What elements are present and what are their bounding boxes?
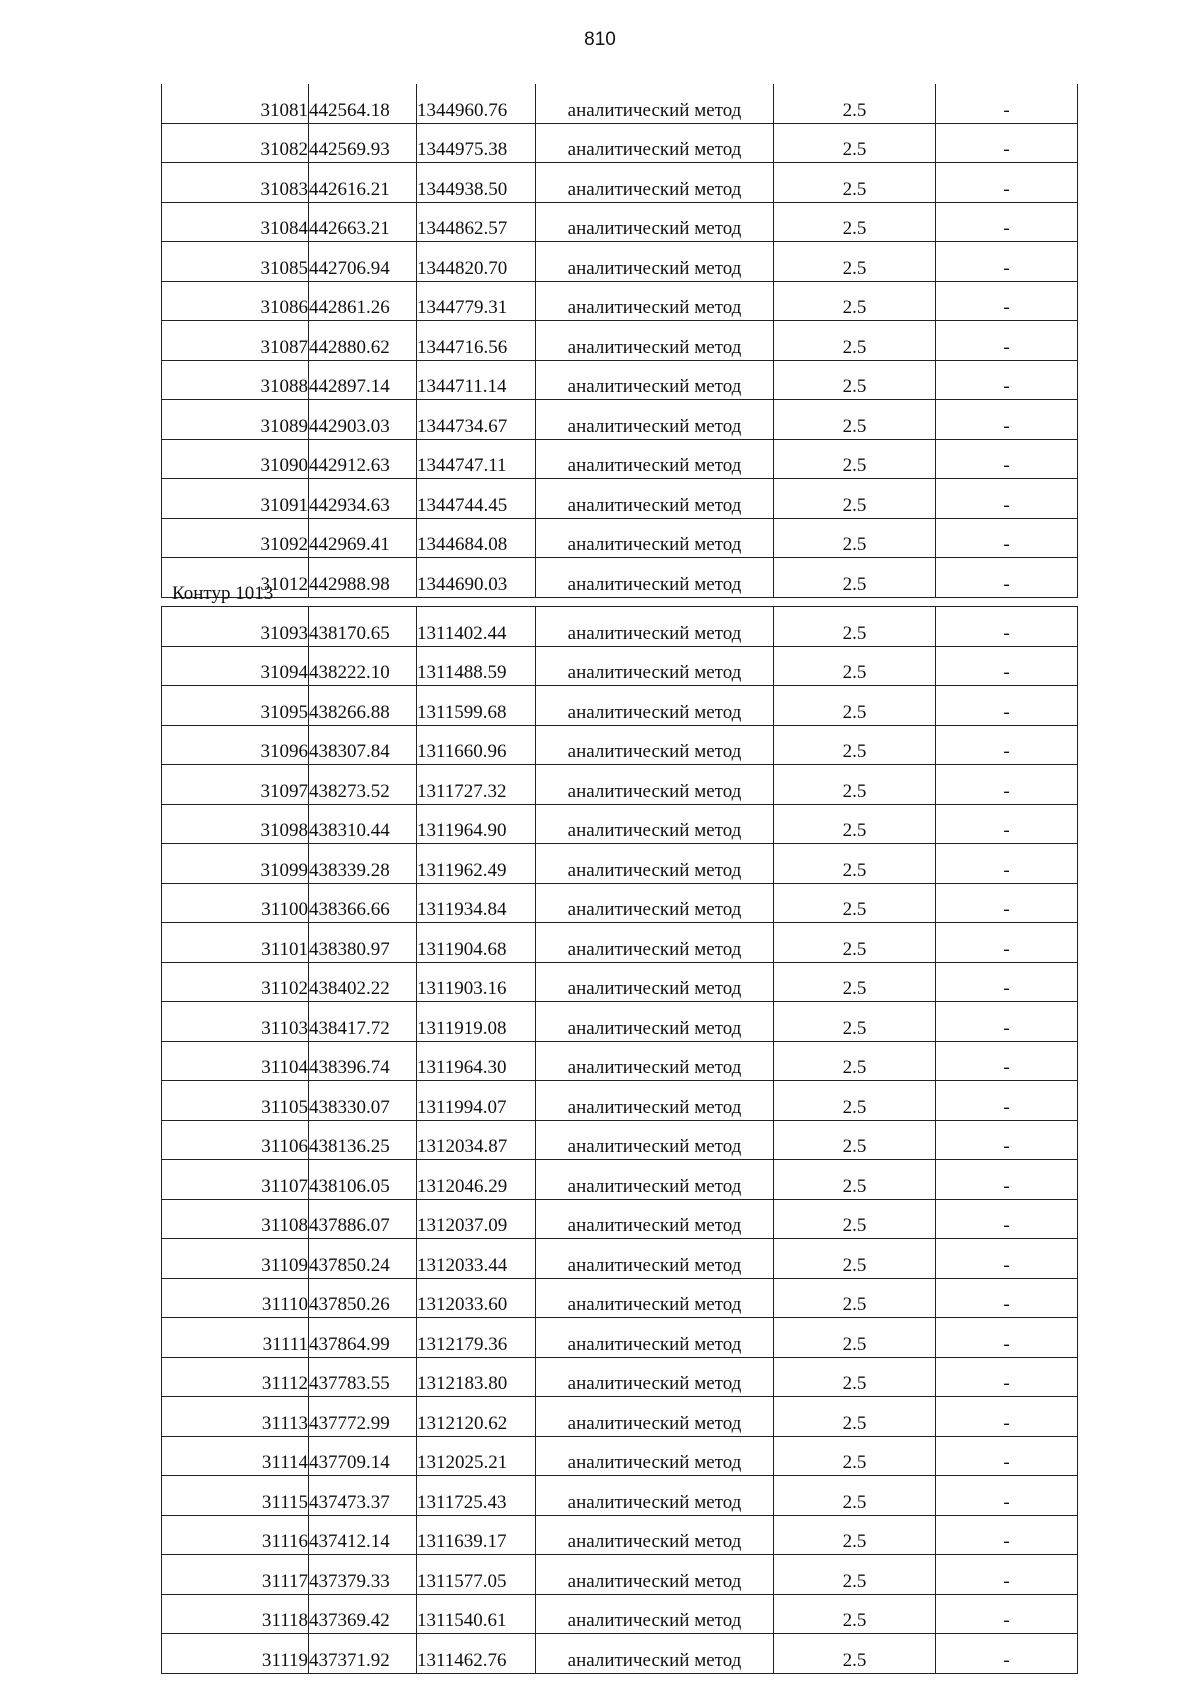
point-id-cell: 31098 <box>162 804 309 844</box>
point-id-cell: 31111 <box>162 1318 309 1358</box>
x-coordinate-cell: 438396.74 <box>309 1041 417 1081</box>
accuracy-cell: 2.5 <box>774 765 936 805</box>
accuracy-cell: 2.5 <box>774 321 936 361</box>
point-id-cell: 31090 <box>162 439 309 479</box>
point-id-cell: 31095 <box>162 686 309 726</box>
method-cell: аналитический метод <box>536 400 774 440</box>
method-cell: аналитический метод <box>536 1357 774 1397</box>
y-coordinate-cell: 1344716.56 <box>417 321 536 361</box>
accuracy-cell: 2.5 <box>774 202 936 242</box>
contour-heading: Контур 1013 <box>172 583 274 604</box>
y-coordinate-cell: 1311639.17 <box>417 1515 536 1555</box>
point-id-cell: 31094 <box>162 646 309 686</box>
method-cell: аналитический метод <box>536 1634 774 1674</box>
note-cell: - <box>936 558 1078 598</box>
point-id-cell: 31107 <box>162 1160 309 1200</box>
accuracy-cell: 2.5 <box>774 1357 936 1397</box>
point-id-cell: 31099 <box>162 844 309 884</box>
point-id-cell: 31117 <box>162 1555 309 1595</box>
accuracy-cell: 2.5 <box>774 1515 936 1555</box>
x-coordinate-cell: 437473.37 <box>309 1476 417 1516</box>
point-id-cell: 31119 <box>162 1634 309 1674</box>
y-coordinate-cell: 1311599.68 <box>417 686 536 726</box>
table-row <box>162 962 1078 1002</box>
y-coordinate-cell: 1312183.80 <box>417 1357 536 1397</box>
table-row <box>162 321 1078 361</box>
table-row <box>162 163 1078 203</box>
x-coordinate-cell: 437379.33 <box>309 1555 417 1595</box>
table-row <box>162 1476 1078 1516</box>
accuracy-cell: 2.5 <box>774 1002 936 1042</box>
y-coordinate-cell: 1344779.31 <box>417 281 536 321</box>
table-row <box>162 1515 1078 1555</box>
note-cell: - <box>936 1239 1078 1279</box>
y-coordinate-cell: 1344862.57 <box>417 202 536 242</box>
y-coordinate-cell: 1311919.08 <box>417 1002 536 1042</box>
y-coordinate-cell: 1344975.38 <box>417 123 536 163</box>
method-cell: аналитический метод <box>536 725 774 765</box>
note-cell: - <box>936 1278 1078 1318</box>
table-row <box>162 1160 1078 1200</box>
point-id-cell: 31012 <box>162 558 309 598</box>
y-coordinate-cell: 1344711.14 <box>417 360 536 400</box>
accuracy-cell: 2.5 <box>774 242 936 282</box>
method-cell: аналитический метод <box>536 1041 774 1081</box>
x-coordinate-cell: 442934.63 <box>309 479 417 519</box>
note-cell: - <box>936 686 1078 726</box>
point-id-cell: 31113 <box>162 1397 309 1437</box>
table-row <box>162 1239 1078 1279</box>
point-id-cell: 31115 <box>162 1476 309 1516</box>
table-row <box>162 439 1078 479</box>
coordinates-table-body <box>162 607 1078 1674</box>
method-cell: аналитический метод <box>536 646 774 686</box>
accuracy-cell: 2.5 <box>774 163 936 203</box>
method-cell: аналитический метод <box>536 479 774 519</box>
accuracy-cell: 2.5 <box>774 1436 936 1476</box>
y-coordinate-cell: 1312046.29 <box>417 1160 536 1200</box>
accuracy-cell: 2.5 <box>774 923 936 963</box>
x-coordinate-cell: 438273.52 <box>309 765 417 805</box>
note-cell: - <box>936 1002 1078 1042</box>
x-coordinate-cell: 438380.97 <box>309 923 417 963</box>
x-coordinate-cell: 442861.26 <box>309 281 417 321</box>
accuracy-cell: 2.5 <box>774 1278 936 1318</box>
point-id-cell: 31082 <box>162 123 309 163</box>
point-id-cell: 31093 <box>162 607 309 647</box>
note-cell: - <box>936 883 1078 923</box>
method-cell: аналитический метод <box>536 923 774 963</box>
x-coordinate-cell: 442663.21 <box>309 202 417 242</box>
table-row <box>162 479 1078 519</box>
table-row <box>162 400 1078 440</box>
accuracy-cell: 2.5 <box>774 1397 936 1437</box>
accuracy-cell: 2.5 <box>774 646 936 686</box>
table-row <box>162 1594 1078 1634</box>
table-row <box>162 765 1078 805</box>
note-cell: - <box>936 163 1078 203</box>
x-coordinate-cell: 438339.28 <box>309 844 417 884</box>
y-coordinate-cell: 1312034.87 <box>417 1120 536 1160</box>
note-cell: - <box>936 321 1078 361</box>
point-id-cell: 31086 <box>162 281 309 321</box>
accuracy-cell: 2.5 <box>774 558 936 598</box>
note-cell: - <box>936 479 1078 519</box>
table-row <box>162 84 1078 123</box>
x-coordinate-cell: 437783.55 <box>309 1357 417 1397</box>
note-cell: - <box>936 923 1078 963</box>
table-row <box>162 1081 1078 1121</box>
note-cell: - <box>936 84 1078 123</box>
note-cell: - <box>936 1436 1078 1476</box>
table-row <box>162 281 1078 321</box>
y-coordinate-cell: 1312037.09 <box>417 1199 536 1239</box>
table-row <box>162 844 1078 884</box>
point-id-cell: 31118 <box>162 1594 309 1634</box>
table-row <box>162 725 1078 765</box>
note-cell: - <box>936 607 1078 647</box>
y-coordinate-cell: 1311402.44 <box>417 607 536 647</box>
point-id-cell: 31100 <box>162 883 309 923</box>
table-row <box>162 1397 1078 1437</box>
x-coordinate-cell: 438136.25 <box>309 1120 417 1160</box>
table-row <box>162 518 1078 558</box>
y-coordinate-cell: 1311488.59 <box>417 646 536 686</box>
note-cell: - <box>936 1634 1078 1674</box>
x-coordinate-cell: 442912.63 <box>309 439 417 479</box>
accuracy-cell: 2.5 <box>774 804 936 844</box>
point-id-cell: 31097 <box>162 765 309 805</box>
y-coordinate-cell: 1312033.60 <box>417 1278 536 1318</box>
method-cell: аналитический метод <box>536 804 774 844</box>
y-coordinate-cell: 1311964.90 <box>417 804 536 844</box>
method-cell: аналитический метод <box>536 1476 774 1516</box>
x-coordinate-cell: 442969.41 <box>309 518 417 558</box>
note-cell: - <box>936 400 1078 440</box>
method-cell: аналитический метод <box>536 1002 774 1042</box>
table-row <box>162 1634 1078 1674</box>
point-id-cell: 31116 <box>162 1515 309 1555</box>
x-coordinate-cell: 437369.42 <box>309 1594 417 1634</box>
method-cell: аналитический метод <box>536 765 774 805</box>
note-cell: - <box>936 518 1078 558</box>
note-cell: - <box>936 1397 1078 1437</box>
y-coordinate-cell: 1312179.36 <box>417 1318 536 1358</box>
method-cell: аналитический метод <box>536 686 774 726</box>
method-cell: аналитический метод <box>536 1239 774 1279</box>
accuracy-cell: 2.5 <box>774 518 936 558</box>
method-cell: аналитический метод <box>536 1555 774 1595</box>
y-coordinate-cell: 1311725.43 <box>417 1476 536 1516</box>
accuracy-cell: 2.5 <box>774 686 936 726</box>
note-cell: - <box>936 962 1078 1002</box>
y-coordinate-cell: 1312033.44 <box>417 1239 536 1279</box>
coordinates-table-body <box>162 84 1078 597</box>
x-coordinate-cell: 442880.62 <box>309 321 417 361</box>
note-cell: - <box>936 844 1078 884</box>
table-row <box>162 1318 1078 1358</box>
table-row <box>162 804 1078 844</box>
x-coordinate-cell: 437772.99 <box>309 1397 417 1437</box>
table-row <box>162 1002 1078 1042</box>
accuracy-cell: 2.5 <box>774 607 936 647</box>
table-row <box>162 360 1078 400</box>
table-row <box>162 242 1078 282</box>
note-cell: - <box>936 804 1078 844</box>
accuracy-cell: 2.5 <box>774 725 936 765</box>
x-coordinate-cell: 438106.05 <box>309 1160 417 1200</box>
note-cell: - <box>936 360 1078 400</box>
method-cell: аналитический метод <box>536 1160 774 1200</box>
x-coordinate-cell: 438366.66 <box>309 883 417 923</box>
method-cell: аналитический метод <box>536 202 774 242</box>
x-coordinate-cell: 437886.07 <box>309 1199 417 1239</box>
y-coordinate-cell: 1311962.49 <box>417 844 536 884</box>
y-coordinate-cell: 1344684.08 <box>417 518 536 558</box>
method-cell: аналитический метод <box>536 163 774 203</box>
accuracy-cell: 2.5 <box>774 479 936 519</box>
x-coordinate-cell: 437371.92 <box>309 1634 417 1674</box>
note-cell: - <box>936 765 1078 805</box>
accuracy-cell: 2.5 <box>774 962 936 1002</box>
y-coordinate-cell: 1311904.68 <box>417 923 536 963</box>
accuracy-cell: 2.5 <box>774 1160 936 1200</box>
y-coordinate-cell: 1344747.11 <box>417 439 536 479</box>
point-id-cell: 31083 <box>162 163 309 203</box>
note-cell: - <box>936 1199 1078 1239</box>
x-coordinate-cell: 442897.14 <box>309 360 417 400</box>
y-coordinate-cell: 1311934.84 <box>417 883 536 923</box>
y-coordinate-cell: 1311660.96 <box>417 725 536 765</box>
point-id-cell: 31110 <box>162 1278 309 1318</box>
x-coordinate-cell: 438170.65 <box>309 607 417 647</box>
point-id-cell: 31109 <box>162 1239 309 1279</box>
note-cell: - <box>936 123 1078 163</box>
x-coordinate-cell: 438402.22 <box>309 962 417 1002</box>
note-cell: - <box>936 1120 1078 1160</box>
method-cell: аналитический метод <box>536 439 774 479</box>
page-number: 810 <box>584 29 616 50</box>
accuracy-cell: 2.5 <box>774 400 936 440</box>
y-coordinate-cell: 1312120.62 <box>417 1397 536 1437</box>
accuracy-cell: 2.5 <box>774 281 936 321</box>
y-coordinate-cell: 1311462.76 <box>417 1634 536 1674</box>
accuracy-cell: 2.5 <box>774 1318 936 1358</box>
x-coordinate-cell: 442569.93 <box>309 123 417 163</box>
y-coordinate-cell: 1311540.61 <box>417 1594 536 1634</box>
method-cell: аналитический метод <box>536 360 774 400</box>
method-cell: аналитический метод <box>536 1278 774 1318</box>
x-coordinate-cell: 437850.24 <box>309 1239 417 1279</box>
accuracy-cell: 2.5 <box>774 1081 936 1121</box>
accuracy-cell: 2.5 <box>774 123 936 163</box>
point-id-cell: 31091 <box>162 479 309 519</box>
note-cell: - <box>936 1476 1078 1516</box>
x-coordinate-cell: 437412.14 <box>309 1515 417 1555</box>
table-row <box>162 1041 1078 1081</box>
accuracy-cell: 2.5 <box>774 1120 936 1160</box>
coordinates-table-top <box>161 84 1078 598</box>
note-cell: - <box>936 1041 1078 1081</box>
x-coordinate-cell: 438222.10 <box>309 646 417 686</box>
accuracy-cell: 2.5 <box>774 84 936 123</box>
accuracy-cell: 2.5 <box>774 1476 936 1516</box>
method-cell: аналитический метод <box>536 518 774 558</box>
x-coordinate-cell: 438330.07 <box>309 1081 417 1121</box>
method-cell: аналитический метод <box>536 1397 774 1437</box>
x-coordinate-cell: 438417.72 <box>309 1002 417 1042</box>
table-row <box>162 1555 1078 1595</box>
method-cell: аналитический метод <box>536 1318 774 1358</box>
point-id-cell: 31102 <box>162 962 309 1002</box>
y-coordinate-cell: 1344734.67 <box>417 400 536 440</box>
note-cell: - <box>936 1357 1078 1397</box>
x-coordinate-cell: 438310.44 <box>309 804 417 844</box>
accuracy-cell: 2.5 <box>774 844 936 884</box>
accuracy-cell: 2.5 <box>774 1239 936 1279</box>
point-id-cell: 31092 <box>162 518 309 558</box>
point-id-cell: 31103 <box>162 1002 309 1042</box>
y-coordinate-cell: 1312025.21 <box>417 1436 536 1476</box>
x-coordinate-cell: 442706.94 <box>309 242 417 282</box>
method-cell: аналитический метод <box>536 883 774 923</box>
y-coordinate-cell: 1344744.45 <box>417 479 536 519</box>
table-row <box>162 1120 1078 1160</box>
y-coordinate-cell: 1344938.50 <box>417 163 536 203</box>
y-coordinate-cell: 1311994.07 <box>417 1081 536 1121</box>
method-cell: аналитический метод <box>536 242 774 282</box>
note-cell: - <box>936 1515 1078 1555</box>
method-cell: аналитический метод <box>536 84 774 123</box>
method-cell: аналитический метод <box>536 123 774 163</box>
accuracy-cell: 2.5 <box>774 1199 936 1239</box>
point-id-cell: 31087 <box>162 321 309 361</box>
accuracy-cell: 2.5 <box>774 1555 936 1595</box>
x-coordinate-cell: 442988.98 <box>309 558 417 598</box>
table-row <box>162 686 1078 726</box>
note-cell: - <box>936 281 1078 321</box>
point-id-cell: 31106 <box>162 1120 309 1160</box>
x-coordinate-cell: 437709.14 <box>309 1436 417 1476</box>
point-id-cell: 31081 <box>162 84 309 123</box>
table-row <box>162 1436 1078 1476</box>
point-id-cell: 31085 <box>162 242 309 282</box>
table-row <box>162 558 1078 598</box>
x-coordinate-cell: 442616.21 <box>309 163 417 203</box>
method-cell: аналитический метод <box>536 321 774 361</box>
y-coordinate-cell: 1344690.03 <box>417 558 536 598</box>
point-id-cell: 31089 <box>162 400 309 440</box>
table-row <box>162 1357 1078 1397</box>
point-id-cell: 31112 <box>162 1357 309 1397</box>
method-cell: аналитический метод <box>536 1199 774 1239</box>
coordinates-table-bottom <box>161 606 1078 1674</box>
note-cell: - <box>936 646 1078 686</box>
method-cell: аналитический метод <box>536 844 774 884</box>
method-cell: аналитический метод <box>536 1436 774 1476</box>
y-coordinate-cell: 1311727.32 <box>417 765 536 805</box>
note-cell: - <box>936 1160 1078 1200</box>
point-id-cell: 31108 <box>162 1199 309 1239</box>
note-cell: - <box>936 725 1078 765</box>
x-coordinate-cell: 442564.18 <box>309 84 417 123</box>
table-row <box>162 1278 1078 1318</box>
note-cell: - <box>936 242 1078 282</box>
table-row <box>162 1199 1078 1239</box>
point-id-cell: 31104 <box>162 1041 309 1081</box>
method-cell: аналитический метод <box>536 558 774 598</box>
method-cell: аналитический метод <box>536 1594 774 1634</box>
accuracy-cell: 2.5 <box>774 1634 936 1674</box>
method-cell: аналитический метод <box>536 962 774 1002</box>
point-id-cell: 31101 <box>162 923 309 963</box>
x-coordinate-cell: 442903.03 <box>309 400 417 440</box>
point-id-cell: 31088 <box>162 360 309 400</box>
point-id-cell: 31114 <box>162 1436 309 1476</box>
accuracy-cell: 2.5 <box>774 1041 936 1081</box>
method-cell: аналитический метод <box>536 1120 774 1160</box>
point-id-cell: 31096 <box>162 725 309 765</box>
method-cell: аналитический метод <box>536 607 774 647</box>
y-coordinate-cell: 1311577.05 <box>417 1555 536 1595</box>
x-coordinate-cell: 438266.88 <box>309 686 417 726</box>
note-cell: - <box>936 1594 1078 1634</box>
note-cell: - <box>936 1555 1078 1595</box>
table-row <box>162 883 1078 923</box>
accuracy-cell: 2.5 <box>774 360 936 400</box>
note-cell: - <box>936 439 1078 479</box>
y-coordinate-cell: 1311903.16 <box>417 962 536 1002</box>
table-row <box>162 923 1078 963</box>
note-cell: - <box>936 1318 1078 1358</box>
point-id-cell: 31105 <box>162 1081 309 1121</box>
accuracy-cell: 2.5 <box>774 1594 936 1634</box>
y-coordinate-cell: 1344820.70 <box>417 242 536 282</box>
y-coordinate-cell: 1344960.76 <box>417 84 536 123</box>
x-coordinate-cell: 438307.84 <box>309 725 417 765</box>
note-cell: - <box>936 202 1078 242</box>
point-id-cell: 31084 <box>162 202 309 242</box>
accuracy-cell: 2.5 <box>774 883 936 923</box>
method-cell: аналитический метод <box>536 1081 774 1121</box>
y-coordinate-cell: 1311964.30 <box>417 1041 536 1081</box>
x-coordinate-cell: 437864.99 <box>309 1318 417 1358</box>
table-row <box>162 607 1078 647</box>
note-cell: - <box>936 1081 1078 1121</box>
method-cell: аналитический метод <box>536 1515 774 1555</box>
method-cell: аналитический метод <box>536 281 774 321</box>
table-row <box>162 123 1078 163</box>
table-row <box>162 202 1078 242</box>
accuracy-cell: 2.5 <box>774 439 936 479</box>
x-coordinate-cell: 437850.26 <box>309 1278 417 1318</box>
table-row <box>162 646 1078 686</box>
